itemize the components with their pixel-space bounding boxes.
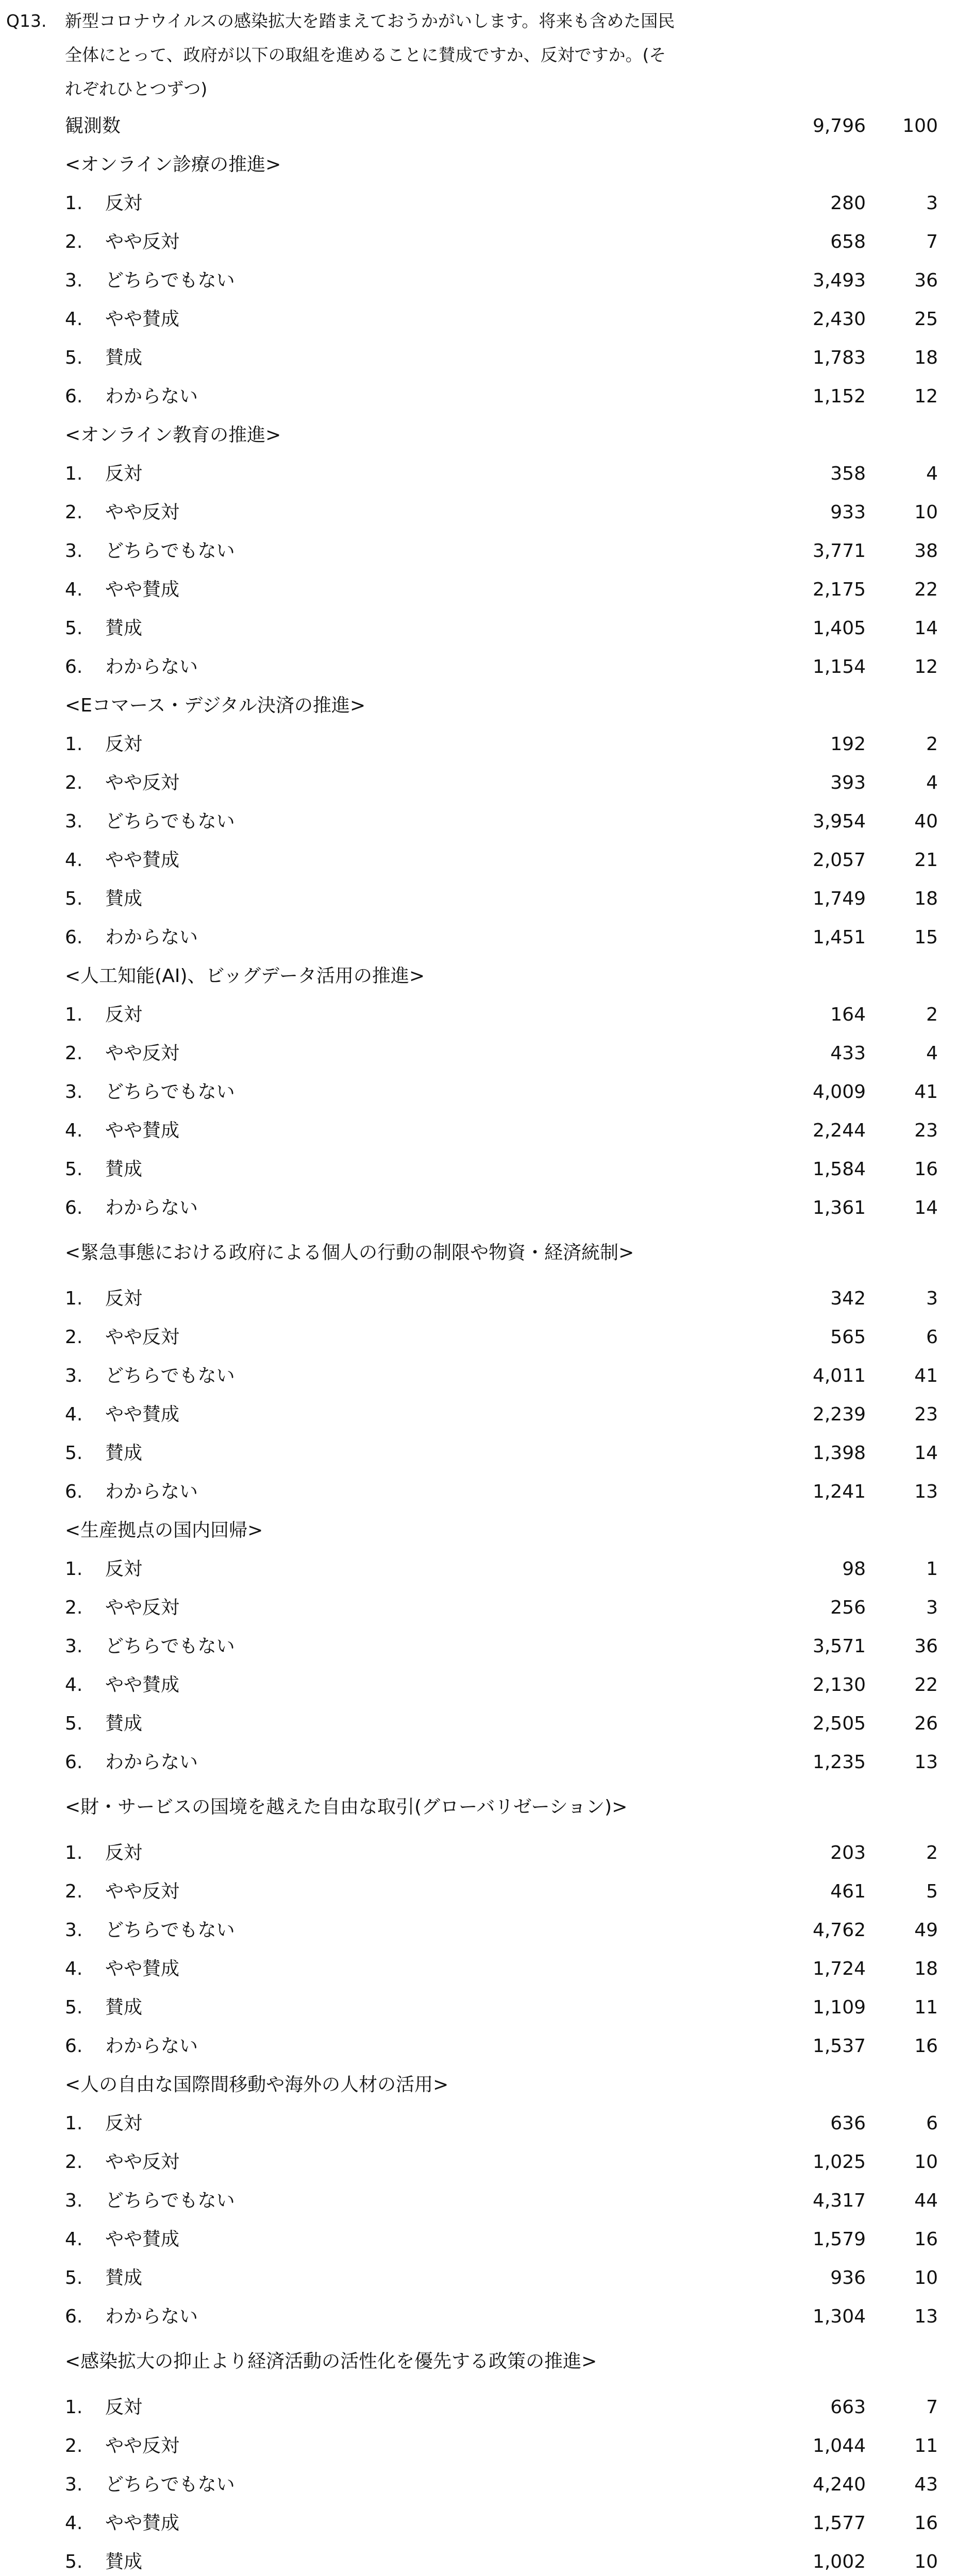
option-label: やや反対	[105, 1597, 180, 1618]
option-count: 433	[830, 1043, 866, 1064]
option-percent: 14	[914, 1197, 938, 1218]
option-number: 3.	[65, 811, 83, 832]
option-percent: 3	[926, 193, 938, 214]
option-number: 5.	[65, 1443, 83, 1464]
section-title	[0, 689, 974, 723]
option-count: 1,783	[812, 347, 866, 368]
option-number: 6.	[65, 1197, 83, 1218]
section-title-text: <人の自由な国際間移動や海外の人材の活用>	[65, 2074, 449, 2095]
option-number: 1.	[65, 1004, 83, 1025]
option-row	[0, 1475, 974, 1509]
option-row	[0, 650, 974, 684]
option-row	[0, 843, 974, 877]
option-percent: 25	[914, 309, 938, 330]
option-percent: 3	[926, 1597, 938, 1618]
option-number: 6.	[65, 656, 83, 677]
option-count: 256	[830, 1597, 866, 1618]
option-percent: 22	[914, 1674, 938, 1696]
option-count: 933	[830, 502, 866, 523]
option-row	[0, 766, 974, 800]
option-percent: 36	[914, 270, 938, 291]
section-title	[0, 2345, 974, 2379]
option-count: 1,025	[812, 2151, 866, 2173]
option-label: わからない	[105, 1752, 198, 1773]
option-row	[0, 1913, 974, 1947]
option-row	[0, 2506, 974, 2540]
option-label: やや反対	[105, 1881, 180, 1902]
option-number: 6.	[65, 386, 83, 407]
option-number: 5.	[65, 2267, 83, 2289]
option-count: 1,537	[812, 2036, 866, 2057]
total-percent: 100	[902, 115, 938, 137]
option-label: 賛成	[105, 347, 143, 368]
question-line: 新型コロナウイルスの感染拡大を踏まえておうかがいします。将来も含めた国民	[65, 11, 675, 31]
section-title	[0, 1514, 974, 1548]
option-label: 賛成	[105, 2551, 143, 2572]
option-count: 1,154	[812, 656, 866, 677]
option-count: 2,430	[812, 309, 866, 330]
option-label: 賛成	[105, 1443, 143, 1464]
option-row	[0, 1037, 974, 1071]
option-number: 6.	[65, 2036, 83, 2057]
option-number: 4.	[65, 309, 83, 330]
option-percent: 10	[914, 2551, 938, 2572]
option-percent: 40	[914, 811, 938, 832]
option-label: どちらでもない	[105, 270, 235, 291]
option-count: 4,317	[812, 2190, 866, 2211]
option-label: 反対	[105, 463, 143, 484]
option-row	[0, 1952, 974, 1986]
option-percent: 11	[914, 1997, 938, 2018]
option-number: 4.	[65, 579, 83, 600]
option-number: 4.	[65, 1958, 83, 1979]
option-count: 2,244	[812, 1120, 866, 1141]
option-row	[0, 2261, 974, 2295]
option-label: どちらでもない	[105, 2474, 235, 2495]
option-count: 1,044	[812, 2435, 866, 2456]
option-label: やや反対	[105, 502, 180, 523]
option-count: 658	[830, 231, 866, 252]
option-row	[0, 1359, 974, 1393]
option-number: 3.	[65, 2474, 83, 2495]
option-label: 反対	[105, 1288, 143, 1309]
question-number: Q13.	[6, 11, 47, 31]
total-row	[0, 109, 974, 143]
option-row	[0, 805, 974, 839]
option-percent: 14	[914, 1443, 938, 1464]
total-label: 観測数	[65, 115, 121, 137]
option-number: 2.	[65, 1597, 83, 1618]
option-label: わからない	[105, 2306, 198, 2327]
option-number: 2.	[65, 502, 83, 523]
option-row	[0, 1668, 974, 1702]
section-title-text: <人工知能(AI)、ビッグデータ活用の推進>	[65, 965, 425, 987]
question-line: れぞれひとつずつ)	[65, 79, 208, 99]
option-count: 636	[830, 2113, 866, 2134]
option-count: 98	[842, 1558, 866, 1580]
option-label: やや賛成	[105, 2229, 180, 2250]
total-count: 9,796	[812, 115, 866, 137]
option-percent: 10	[914, 502, 938, 523]
section-title	[0, 959, 974, 993]
option-row	[0, 1552, 974, 1586]
option-count: 565	[830, 1327, 866, 1348]
option-number: 3.	[65, 1081, 83, 1103]
option-label: 賛成	[105, 1997, 143, 2018]
option-number: 4.	[65, 850, 83, 871]
option-percent: 16	[914, 2229, 938, 2250]
option-label: わからない	[105, 656, 198, 677]
option-number: 3.	[65, 2190, 83, 2211]
option-label: 賛成	[105, 888, 143, 909]
option-number: 4.	[65, 1120, 83, 1141]
option-label: 賛成	[105, 1713, 143, 1734]
option-row	[0, 1282, 974, 1316]
option-label: やや反対	[105, 2435, 180, 2456]
option-percent: 16	[914, 1159, 938, 1180]
option-row	[0, 187, 974, 221]
option-percent: 16	[914, 2036, 938, 2057]
option-percent: 23	[914, 1120, 938, 1141]
option-percent: 2	[926, 734, 938, 755]
option-number: 1.	[65, 1558, 83, 1580]
option-percent: 11	[914, 2435, 938, 2456]
option-label: やや反対	[105, 2151, 180, 2173]
option-row	[0, 1320, 974, 1354]
option-count: 4,009	[812, 1081, 866, 1103]
option-row	[0, 2145, 974, 2179]
option-label: 反対	[105, 193, 143, 214]
option-row	[0, 727, 974, 761]
option-count: 192	[830, 734, 866, 755]
option-label: どちらでもない	[105, 811, 235, 832]
option-count: 1,304	[812, 2306, 866, 2327]
option-number: 2.	[65, 2151, 83, 2173]
option-label: やや賛成	[105, 1404, 180, 1425]
option-number: 1.	[65, 1288, 83, 1309]
section-title-text: <感染拡大の抑止より経済活動の活性化を優先する政策の推進>	[65, 2351, 597, 2372]
option-number: 3.	[65, 1920, 83, 1941]
option-percent: 6	[926, 1327, 938, 1348]
option-row	[0, 2107, 974, 2141]
option-row	[0, 1836, 974, 1870]
option-percent: 1	[926, 1558, 938, 1580]
option-label: 反対	[105, 1004, 143, 1025]
option-count: 1,405	[812, 618, 866, 639]
option-count: 2,175	[812, 579, 866, 600]
option-percent: 4	[926, 463, 938, 484]
option-number: 5.	[65, 888, 83, 909]
section-title	[0, 2068, 974, 2102]
option-label: やや反対	[105, 1327, 180, 1348]
option-label: どちらでもない	[105, 1365, 235, 1386]
option-number: 1.	[65, 193, 83, 214]
option-label: わからない	[105, 386, 198, 407]
section-title	[0, 1236, 974, 1270]
option-row	[0, 1153, 974, 1187]
option-row	[0, 2184, 974, 2218]
option-count: 3,571	[812, 1636, 866, 1657]
option-count: 1,398	[812, 1443, 866, 1464]
option-count: 3,493	[812, 270, 866, 291]
option-percent: 5	[926, 1881, 938, 1902]
section-title	[0, 418, 974, 452]
option-number: 2.	[65, 2435, 83, 2456]
option-count: 1,002	[812, 2551, 866, 2572]
option-row	[0, 1436, 974, 1470]
option-number: 2.	[65, 1327, 83, 1348]
option-row	[0, 1875, 974, 1909]
option-row	[0, 2223, 974, 2257]
option-label: やや賛成	[105, 1120, 180, 1141]
option-percent: 12	[914, 386, 938, 407]
option-number: 1.	[65, 2113, 83, 2134]
option-row	[0, 882, 974, 916]
option-row	[0, 225, 974, 259]
option-number: 2.	[65, 1881, 83, 1902]
option-number: 4.	[65, 1404, 83, 1425]
option-percent: 44	[914, 2190, 938, 2211]
option-row	[0, 2300, 974, 2334]
option-percent: 23	[914, 1404, 938, 1425]
option-label: 反対	[105, 2113, 143, 2134]
option-count: 1,241	[812, 1481, 866, 1502]
option-count: 1,109	[812, 1997, 866, 2018]
option-label: どちらでもない	[105, 1081, 235, 1103]
section-title-text: <オンライン診療の推進>	[65, 154, 281, 175]
option-row	[0, 264, 974, 298]
option-percent: 49	[914, 1920, 938, 1941]
option-percent: 41	[914, 1081, 938, 1103]
option-label: やや賛成	[105, 1958, 180, 1979]
option-row	[0, 2468, 974, 2502]
option-percent: 6	[926, 2113, 938, 2134]
question-line: 全体にとって、政府が以下の取組を進めることに賛成ですか、反対ですか。(そ	[65, 45, 666, 65]
option-number: 5.	[65, 1159, 83, 1180]
option-percent: 18	[914, 347, 938, 368]
option-percent: 12	[914, 656, 938, 677]
option-row	[0, 1707, 974, 1741]
option-percent: 7	[926, 231, 938, 252]
option-label: どちらでもない	[105, 540, 235, 562]
option-label: どちらでもない	[105, 2190, 235, 2211]
option-number: 3.	[65, 1636, 83, 1657]
option-count: 358	[830, 463, 866, 484]
option-percent: 4	[926, 772, 938, 793]
option-label: 反対	[105, 734, 143, 755]
option-number: 1.	[65, 734, 83, 755]
option-label: どちらでもない	[105, 1636, 235, 1657]
option-number: 6.	[65, 927, 83, 948]
option-count: 280	[830, 193, 866, 214]
option-row	[0, 2029, 974, 2063]
option-count: 4,762	[812, 1920, 866, 1941]
option-count: 203	[830, 1842, 866, 1863]
option-number: 1.	[65, 463, 83, 484]
option-percent: 43	[914, 2474, 938, 2495]
option-percent: 2	[926, 1842, 938, 1863]
option-count: 2,057	[812, 850, 866, 871]
option-count: 663	[830, 2397, 866, 2418]
option-row	[0, 573, 974, 607]
option-count: 2,239	[812, 1404, 866, 1425]
option-number: 4.	[65, 2229, 83, 2250]
option-count: 1,451	[812, 927, 866, 948]
option-row	[0, 1114, 974, 1148]
option-percent: 10	[914, 2267, 938, 2289]
option-percent: 26	[914, 1713, 938, 1734]
option-label: わからない	[105, 927, 198, 948]
option-label: 賛成	[105, 618, 143, 639]
option-percent: 22	[914, 579, 938, 600]
option-percent: 18	[914, 1958, 938, 1979]
option-count: 393	[830, 772, 866, 793]
option-number: 4.	[65, 1674, 83, 1696]
option-percent: 36	[914, 1636, 938, 1657]
section-title-text: <Eコマース・デジタル決済の推進>	[65, 695, 366, 716]
option-count: 1,579	[812, 2229, 866, 2250]
option-percent: 15	[914, 927, 938, 948]
option-row	[0, 534, 974, 568]
option-count: 1,361	[812, 1197, 866, 1218]
section-title	[0, 148, 974, 182]
option-percent: 10	[914, 2151, 938, 2173]
option-count: 1,577	[812, 2513, 866, 2534]
section-title-text: <緊急事態における政府による個人の行動の制限や物資・経済統制>	[65, 1242, 634, 1263]
option-number: 6.	[65, 2306, 83, 2327]
option-percent: 41	[914, 1365, 938, 1386]
option-number: 5.	[65, 618, 83, 639]
option-label: 反対	[105, 2397, 143, 2418]
option-row	[0, 341, 974, 375]
option-number: 5.	[65, 2551, 83, 2572]
option-count: 1,152	[812, 386, 866, 407]
section-title-text: <生産拠点の国内回帰>	[65, 1520, 263, 1541]
option-label: どちらでもない	[105, 1920, 235, 1941]
option-row	[0, 1745, 974, 1780]
option-row	[0, 998, 974, 1032]
option-percent: 4	[926, 1043, 938, 1064]
option-number: 2.	[65, 1043, 83, 1064]
option-count: 164	[830, 1004, 866, 1025]
option-number: 1.	[65, 2397, 83, 2418]
option-percent: 16	[914, 2513, 938, 2534]
option-percent: 3	[926, 1288, 938, 1309]
section-title-text: <財・サービスの国境を越えた自由な取引(グローバリゼーション)>	[65, 1797, 628, 1818]
option-percent: 14	[914, 618, 938, 639]
option-percent: 13	[914, 2306, 938, 2327]
option-label: やや賛成	[105, 579, 180, 600]
option-row	[0, 1398, 974, 1432]
option-label: わからない	[105, 2036, 198, 2057]
option-row	[0, 1630, 974, 1664]
option-count: 1,749	[812, 888, 866, 909]
option-number: 3.	[65, 540, 83, 562]
option-number: 4.	[65, 2513, 83, 2534]
option-count: 1,235	[812, 1752, 866, 1773]
option-count: 3,771	[812, 540, 866, 562]
option-label: やや反対	[105, 772, 180, 793]
option-row	[0, 1991, 974, 2025]
option-count: 4,240	[812, 2474, 866, 2495]
option-number: 5.	[65, 347, 83, 368]
option-count: 461	[830, 1881, 866, 1902]
option-count: 1,584	[812, 1159, 866, 1180]
option-number: 6.	[65, 1752, 83, 1773]
option-number: 3.	[65, 270, 83, 291]
option-label: わからない	[105, 1481, 198, 1502]
option-number: 5.	[65, 1713, 83, 1734]
option-count: 4,011	[812, 1365, 866, 1386]
option-row	[0, 1591, 974, 1625]
option-row	[0, 380, 974, 414]
option-percent: 13	[914, 1481, 938, 1502]
option-row	[0, 1191, 974, 1225]
option-row	[0, 2429, 974, 2463]
option-label: やや賛成	[105, 1674, 180, 1696]
option-label: やや賛成	[105, 850, 180, 871]
option-percent: 18	[914, 888, 938, 909]
option-row	[0, 496, 974, 530]
option-label: やや賛成	[105, 309, 180, 330]
option-count: 1,724	[812, 1958, 866, 1979]
option-count: 2,130	[812, 1674, 866, 1696]
option-label: やや賛成	[105, 2513, 180, 2534]
option-percent: 2	[926, 1004, 938, 1025]
option-number: 6.	[65, 1481, 83, 1502]
option-number: 2.	[65, 231, 83, 252]
option-label: 賛成	[105, 1159, 143, 1180]
option-row	[0, 2545, 974, 2576]
option-number: 1.	[65, 1842, 83, 1863]
option-number: 5.	[65, 1997, 83, 2018]
option-count: 342	[830, 1288, 866, 1309]
option-row	[0, 457, 974, 491]
option-count: 2,505	[812, 1713, 866, 1734]
option-count: 3,954	[812, 811, 866, 832]
option-row	[0, 1075, 974, 1109]
option-row	[0, 612, 974, 646]
option-percent: 21	[914, 850, 938, 871]
section-title-text: <オンライン教育の推進>	[65, 425, 281, 446]
option-label: わからない	[105, 1197, 198, 1218]
option-percent: 7	[926, 2397, 938, 2418]
option-label: 反対	[105, 1558, 143, 1580]
option-row	[0, 302, 974, 336]
option-number: 3.	[65, 1365, 83, 1386]
option-percent: 38	[914, 540, 938, 562]
option-label: 反対	[105, 1842, 143, 1863]
option-count: 936	[830, 2267, 866, 2289]
option-label: 賛成	[105, 2267, 143, 2289]
option-label: やや反対	[105, 231, 180, 252]
option-row	[0, 2391, 974, 2425]
question-text	[65, 4, 797, 106]
option-percent: 13	[914, 1752, 938, 1773]
section-title	[0, 1790, 974, 1824]
option-number: 2.	[65, 772, 83, 793]
option-label: やや反対	[105, 1043, 180, 1064]
option-row	[0, 921, 974, 955]
